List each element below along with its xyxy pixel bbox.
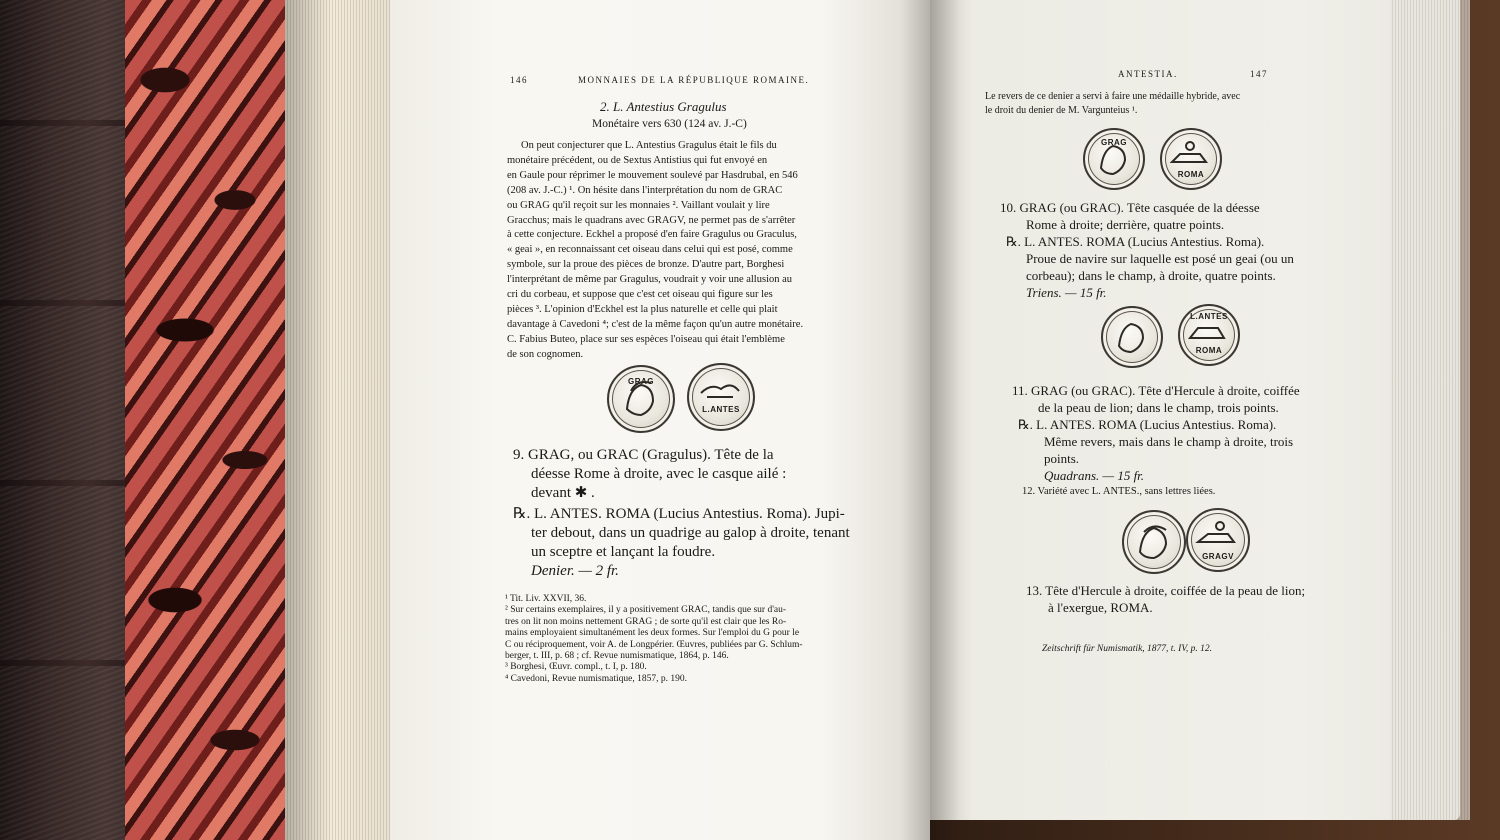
coin-obverse-image <box>1083 128 1145 190</box>
entry-line: ℞. L. ANTES. ROMA (Lucius Antestius. Roma). Jupi- <box>513 506 845 522</box>
coin-reverse-image <box>687 363 755 431</box>
paragraph-line: C. Fabius Buteo, place sur ses espèces l'oiseau qui était l'emblème <box>507 333 785 345</box>
entry-line: Triens. — 15 fr. <box>1026 285 1107 300</box>
coin-reverse-image <box>1160 128 1222 190</box>
entry-10 <box>1000 199 1330 301</box>
entry-13 <box>1026 582 1386 616</box>
coin-legend: L.ANTES <box>702 405 740 414</box>
entry-line: de la peau de lion; dans le champ, trois points. <box>1038 400 1279 415</box>
helmeted-head-icon <box>607 365 671 429</box>
quadriga-icon <box>687 363 751 427</box>
coin-legend: GRAG <box>1101 138 1127 147</box>
footnote-line: tres on lit non moins nettement GRAG ; de sorte qu'il est clair que les Ro- <box>505 616 787 627</box>
entry-line: devant ✱ . <box>531 485 595 501</box>
paragraph-line: pièces ³. L'opinion d'Eckhel est la plus naturelle et celle qui plait <box>507 303 778 315</box>
coin-legend: ROMA <box>1177 170 1205 179</box>
entry-line: ℞. L. ANTES. ROMA (Lucius Antestius. Roma). <box>1006 234 1265 249</box>
hercules-head-icon <box>1122 510 1182 570</box>
coin-obverse-image <box>1122 510 1186 574</box>
entry-line: Quadrans. — 15 fr. <box>1044 468 1145 483</box>
entry-line: 9. GRAG, ou GRAC (Gragulus). Tête de la <box>513 447 774 463</box>
footnote-line: ³ Borghesi, Œuvr. compl., t. I, p. 180. <box>505 662 647 673</box>
footnote-line: ⁴ Cavedoni, Revue numismatique, 1857, p. 190. <box>505 673 687 684</box>
right-page-edges <box>1390 0 1470 820</box>
section-subtitle: Monétaire vers 630 (124 av. J.-C) <box>592 118 747 130</box>
entry-line: 12. Variété avec L. ANTES., sans lettres liées. <box>1022 486 1216 497</box>
intro-line: Le revers de ce denier a servi à faire une médaille hybride, avec <box>985 91 1241 102</box>
footnote-line: berger, t. III, p. 68 ; cf. Revue numismatique, 1864, p. 146. <box>505 651 729 662</box>
paragraph-line: l'interprétant de même par Gragulus, voudrait y voir une allusion au <box>507 274 793 286</box>
section-title: 2. L. Antestius Gragulus <box>600 99 727 114</box>
footnote-line: ² Sur certains exemplaires, il y a positivement GRAC, tandis que sur d'au- <box>505 605 787 616</box>
paragraph-line: cri du corbeau, et suppose que c'est cet oiseau qui figure sur les <box>507 289 773 301</box>
right-running-title: ANTESTIA. <box>1118 69 1178 79</box>
footnote-line: mains employaient simultanément les deux formes. Sur l'emploi du G pour le <box>505 628 800 639</box>
entry-line: Proue de navire sur laquelle est posé un geai (ou un <box>1026 251 1294 266</box>
left-running-title: MONNAIES DE LA RÉPUBLIQUE ROMAINE. <box>578 75 810 85</box>
paragraph-line: ou GRAG qu'il reçoit sur les monnaies ². Vaillant voulait y lire <box>507 199 770 211</box>
head-icon <box>1101 306 1159 364</box>
paragraph-line: symbole, sur la proue des pièces de bronze. D'autre part, Borghesi <box>507 259 785 271</box>
paragraph-line: davantage à Cavedoni ⁴; c'est de la même façon qu'un autre monétaire. <box>507 318 804 330</box>
entry-line: 10. GRAG (ou GRAC). Tête casquée de la déesse <box>1000 200 1260 215</box>
entry-11 <box>1012 382 1352 500</box>
entry-line: à l'exergue, ROMA. <box>1048 600 1153 615</box>
entry-line: Même revers, mais dans le champ à droite, trois <box>1044 434 1294 449</box>
entry-line: 11. GRAG (ou GRAC). Tête d'Hercule à droite, coiffée <box>1012 383 1300 398</box>
coin-legend: GRAG <box>628 377 654 386</box>
coin-obverse-image <box>607 365 675 433</box>
coin-legend: ROMA <box>1195 346 1223 355</box>
paragraph-line: (208 av. J.-C.) ¹. On hésite dans l'interprétation du nom de GRAC <box>507 184 783 196</box>
entry-line: 13. Tête d'Hercule à droite, coiffée de la peau de lion; <box>1026 583 1306 598</box>
coin-reverse-image <box>1178 304 1240 366</box>
paragraph-line: « geai », en reconnaissant cet oiseau dans celui qui est posé, comme <box>507 244 793 256</box>
right-page-number: 147 <box>1250 69 1268 79</box>
entry-line: points. <box>1044 451 1080 466</box>
helmeted-head-icon <box>1083 128 1141 186</box>
ship-prow-icon <box>1178 304 1236 362</box>
book-gutter <box>900 0 960 840</box>
entry-line: corbeau); dans le champ, à droite, quatre points. <box>1026 268 1276 283</box>
intro-line: le droit du denier de M. Vargunteius ¹. <box>985 105 1138 116</box>
ship-prow-icon <box>1186 508 1246 568</box>
entry-line: Rome à droite; derrière, quatre points. <box>1026 217 1225 232</box>
paragraph-line: monétaire précédent, ou de Sextus Antistius qui fut envoyé en <box>507 154 768 166</box>
paragraph-line: Gracchus; mais le quadrans avec GRAGV, ne permet pas de s'arrêter <box>507 214 796 226</box>
coin-legend: GRAGV <box>1202 552 1234 561</box>
paragraph <box>507 139 842 363</box>
footnote-line: ¹ Tit. Liv. XXVII, 36. <box>505 594 587 604</box>
paragraph-line: en Gaule pour réprimer le mouvement soulevé par Hasdrubal, en 546 <box>507 169 798 181</box>
entry-line: un sceptre et lançant la foudre. <box>531 544 716 560</box>
entry-line: Denier. — 2 fr. <box>531 563 619 579</box>
ship-prow-icon <box>1160 128 1218 186</box>
paragraph-line: à cette conjecture. Eckhel a proposé d'en faire Gragulus ou Graculus, <box>507 229 797 241</box>
coin-reverse-image <box>1186 508 1250 572</box>
paragraph-line: On peut conjecturer que L. Antestius Gragulus était le fils du <box>521 140 777 151</box>
paragraph-line: de son cognomen. <box>507 348 584 360</box>
entry-line: déesse Rome à droite, avec le casque ailé : <box>531 466 787 482</box>
left-page-number: 146 <box>510 75 528 85</box>
intro <box>985 90 1275 118</box>
coin-obverse-image <box>1101 306 1163 368</box>
footnote-line: C ou réciproquement, voir A. de Longpérier. Œuvres, publiées par G. Schlum- <box>505 639 803 650</box>
entry-line: ter debout, dans un quadrige au galop à droite, tenant <box>531 525 850 541</box>
coin-legend: L.ANTES <box>1190 312 1228 321</box>
page-edges-shadow <box>285 0 400 840</box>
entry-9 <box>513 446 853 581</box>
marbled-cover <box>125 0 285 840</box>
entry-line: ℞. L. ANTES. ROMA (Lucius Antestius. Roma). <box>1018 417 1277 432</box>
right-footnote: Zeitschrift für Numismatik, 1877, t. IV, p. 12. <box>1042 644 1213 654</box>
footnotes <box>505 594 855 685</box>
